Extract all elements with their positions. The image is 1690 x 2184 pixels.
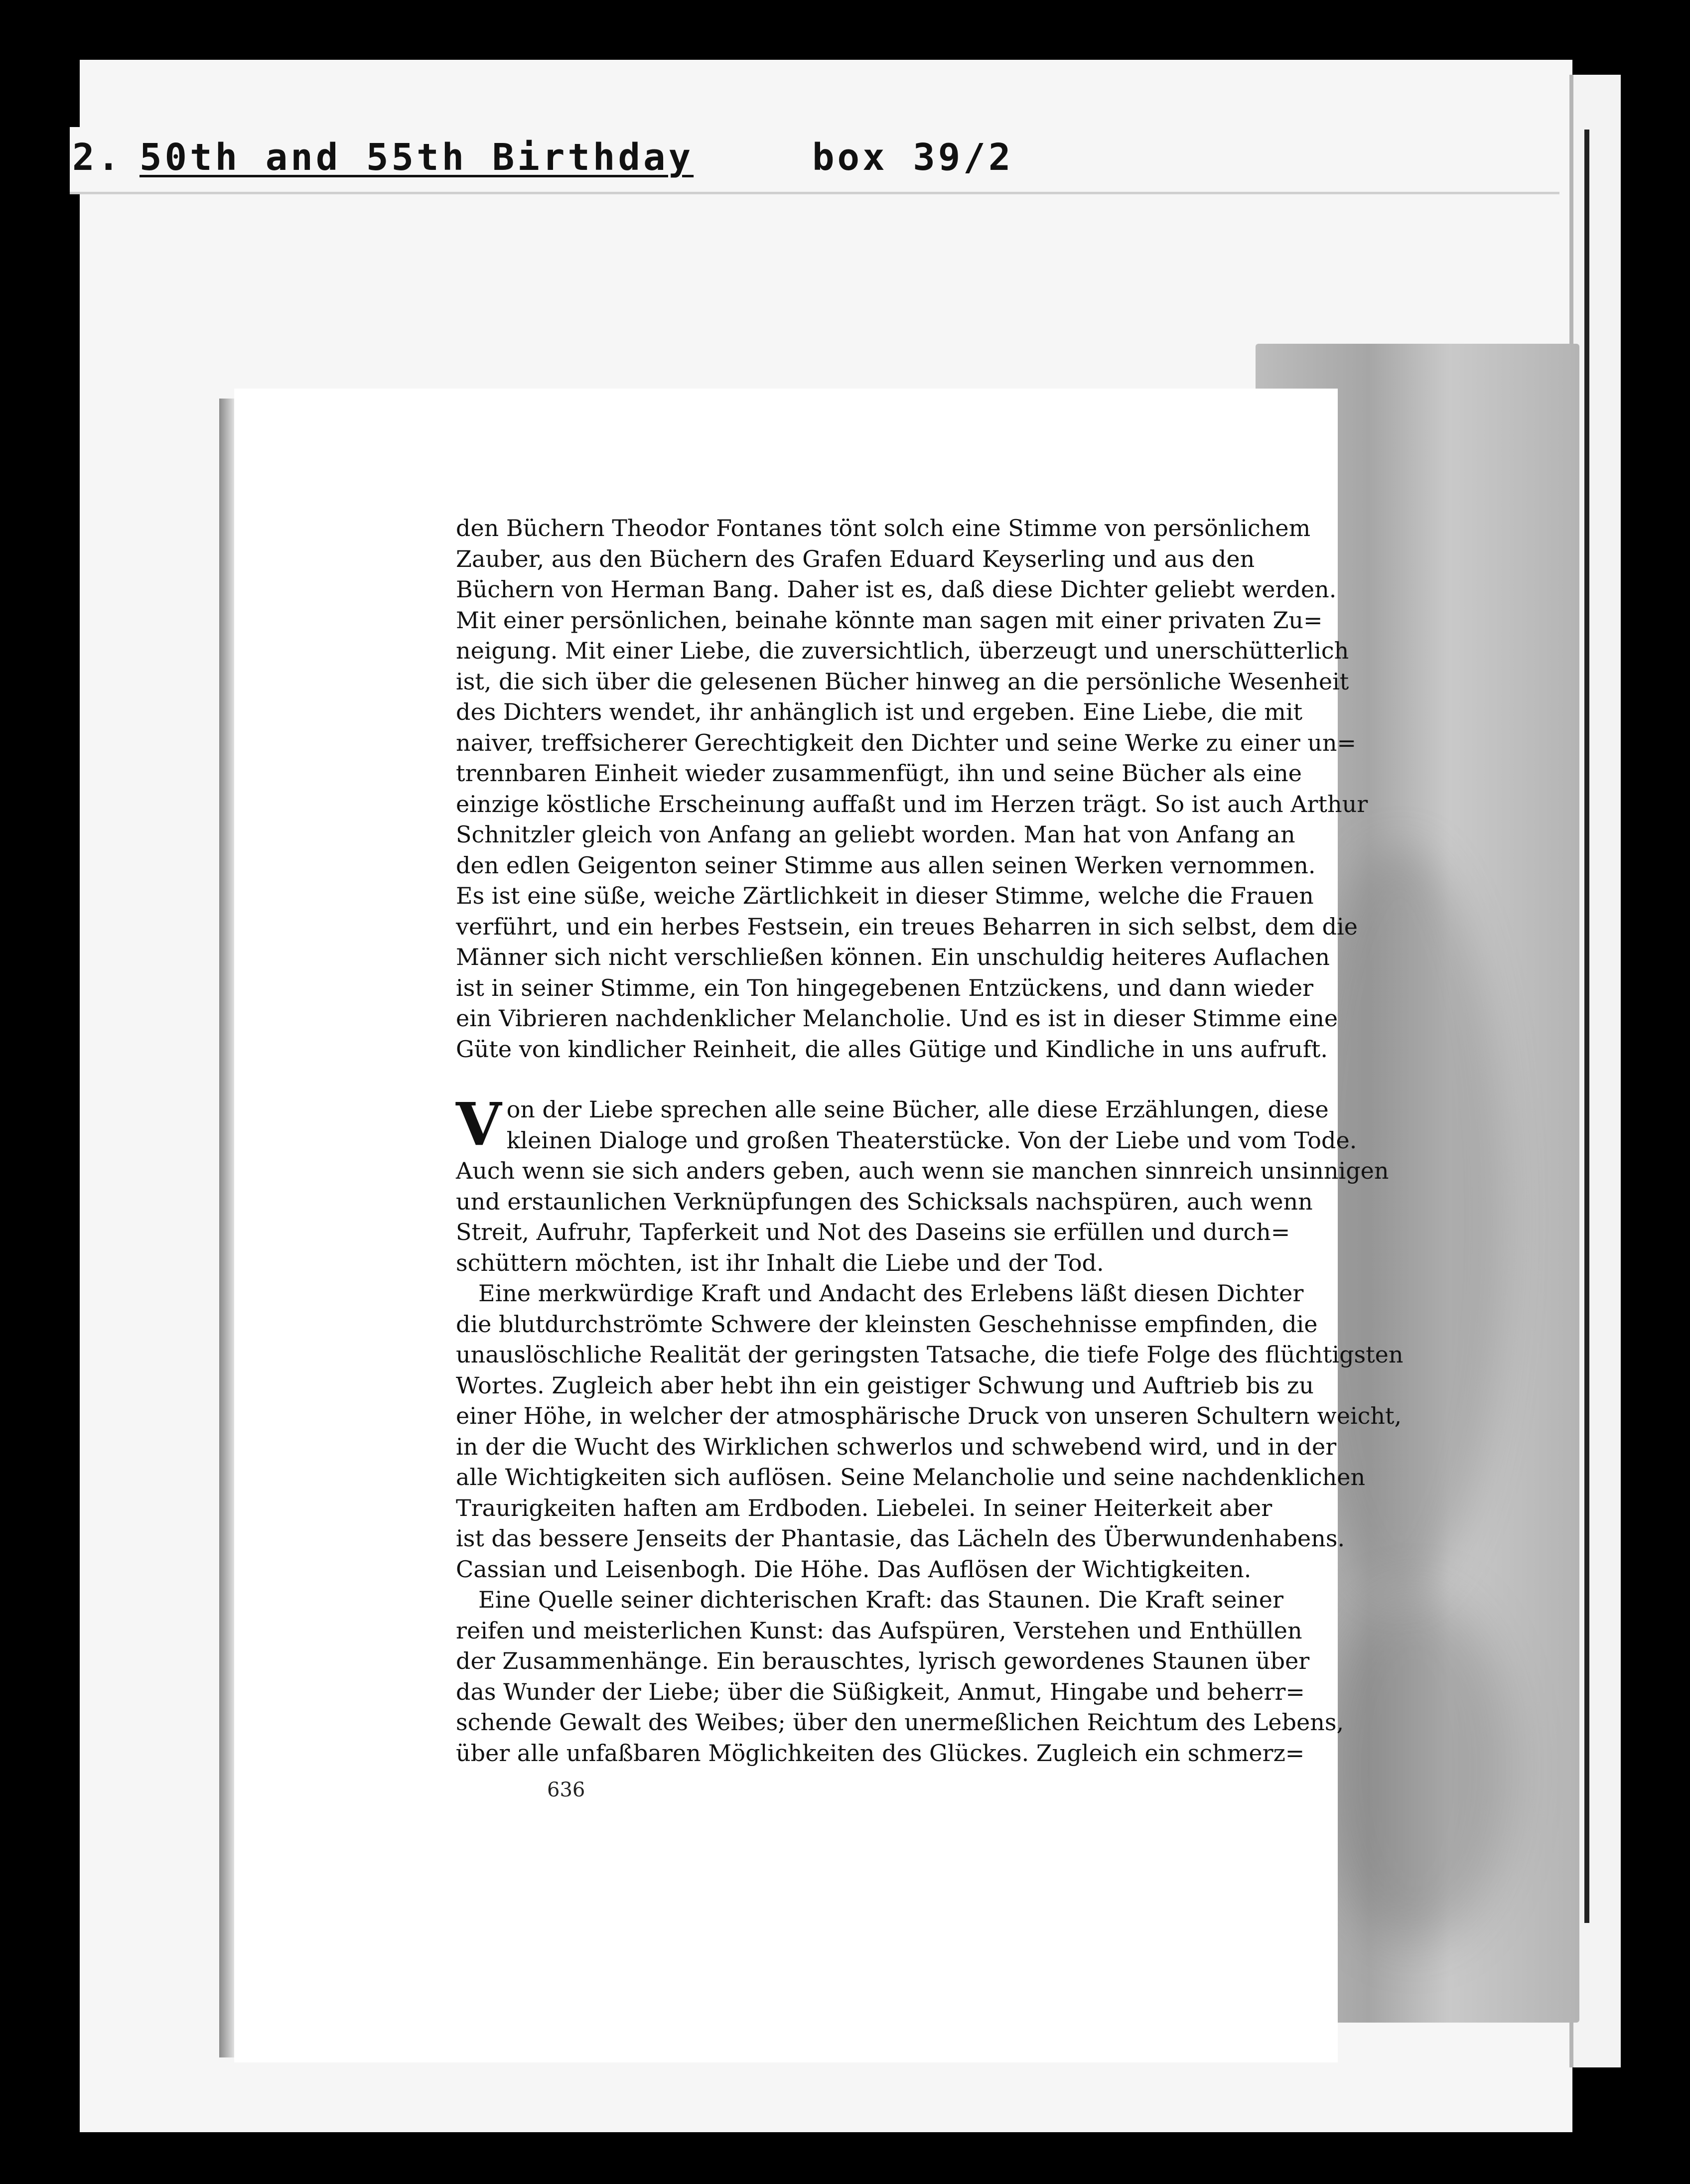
text-line: neigung. Mit einer Liebe, die zuversichtlich, überzeugt und unerschütterlich — [456, 637, 1349, 664]
text-line: Mit einer persönlichen, beinahe könnte man sagen mit einer privaten Zu= — [456, 606, 1323, 634]
text-line: einer Höhe, in welcher der atmosphärische Druck von unseren Schultern weicht, — [456, 1402, 1402, 1429]
text-line: unauslöschliche Realität der geringsten Tatsache, die tiefe Folge des flüchtigsten — [456, 1341, 1404, 1368]
text-line: und erstaunlichen Verknüpfungen des Schicksals nachspüren, auch wenn — [456, 1188, 1313, 1215]
text-line: ist, die sich über die gelesenen Bücher hinweg an die persönliche Wesenheit — [456, 668, 1349, 695]
text-line: über alle unfaßbaren Möglichkeiten des Glückes. Zugleich ein schmerz= — [456, 1739, 1305, 1767]
text-line: verführt, und ein herbes Festsein, ein treues Beharren in sich selbst, dem die — [456, 913, 1358, 940]
text-line: Eine merkwürdige Kraft und Andacht des Erlebens läßt diesen Dichter — [478, 1280, 1304, 1307]
text-line: den edlen Geigenton seiner Stimme aus allen seinen Werken vernommen. — [456, 851, 1316, 879]
article-text — [456, 513, 1404, 1769]
text-line: naiver, treffsicherer Gerechtigkeit den Dichter und seine Werke zu einer un= — [456, 729, 1357, 756]
text-line: Traurigkeiten haften am Erdboden. Liebelei. In seiner Heiterkeit aber — [456, 1494, 1272, 1521]
text-line: Zauber, aus den Büchern des Grafen Eduard Keyserling und aus den — [456, 545, 1255, 572]
header-box-label: box 39/2 — [812, 136, 1014, 179]
text-line: der Zusammenhänge. Ein berauschtes, lyrisch gewordenes Staunen über — [456, 1647, 1310, 1674]
card-edge-line — [1584, 130, 1589, 1923]
text-line: die blutdurchströmte Schwere der kleinsten Geschehnisse empfinden, die — [456, 1310, 1318, 1338]
text-line: trennbaren Einheit wieder zusammenfügt, ihn und seine Bücher als eine — [456, 760, 1302, 787]
text-line: in der die Wucht des Wirklichen schwerlos und schwebend wird, und in der — [456, 1433, 1337, 1460]
text-line: Büchern von Herman Bang. Daher ist es, daß diese Dichter geliebt werden. — [456, 576, 1337, 603]
paragraph-3 — [456, 1278, 1404, 1585]
sheet-stain — [1320, 1594, 1510, 1943]
header-number: 2. — [72, 136, 123, 179]
text-line: einzige köstliche Erscheinung auffaßt und im Herzen trägt. So ist auch Arthur — [456, 790, 1368, 818]
text-line: Streit, Aufruhr, Tapferkeit und Not des Daseins sie erfüllen und durch= — [456, 1219, 1290, 1245]
text-line: Wortes. Zugleich aber hebt ihn ein geistiger Schwung und Auftrieb bis zu — [456, 1371, 1314, 1399]
text-line: den Büchern Theodor Fontanes tönt solch eine Stimme von persönlichem — [456, 515, 1311, 542]
text-line: kleinen Dialoge und großen Theaterstücke. Von der Liebe und vom Tode. — [506, 1126, 1357, 1154]
text-line: des Dichters wendet, ihr anhänglich ist und ergeben. Eine Liebe, die mit — [456, 698, 1303, 725]
paragraph-2 — [456, 1090, 1389, 1278]
text-line: Eine Quelle seiner dichterischen Kraft: das Staunen. Die Kraft seiner — [478, 1586, 1284, 1613]
text-line: schüttern möchten, ist ihr Inhalt die Liebe und der Tod. — [456, 1249, 1104, 1276]
page-number: 636 — [547, 1778, 585, 1801]
text-line: ist in seiner Stimme, ein Ton hingegebenen Entzückens, und dann wieder — [456, 974, 1314, 1001]
archive-header — [70, 127, 1559, 194]
text-line: das Wunder der Liebe; über die Süßigkeit, Anmut, Hingabe und beherr= — [456, 1678, 1305, 1705]
text-line: reifen und meisterlichen Kunst: das Aufspüren, Verstehen und Enthüllen — [456, 1617, 1302, 1644]
header-title: 50th and 55th Birthday — [140, 136, 694, 179]
text-line: on der Liebe sprechen alle seine Bücher, alle diese Erzählungen, diese — [506, 1096, 1329, 1123]
text-line: Schnitzler gleich von Anfang an geliebt worden. Man hat von Anfang an — [456, 821, 1295, 848]
paragraph-1 — [456, 513, 1368, 1065]
text-line: Männer sich nicht verschließen können. Ein unschuldig heiteres Auflachen — [456, 944, 1330, 970]
text-line: Cassian und Leisenbogh. Die Höhe. Das Auflösen der Wichtigkeiten. — [456, 1555, 1252, 1583]
text-line: schende Gewalt des Weibes; über den unermeßlichen Reichtum des Lebens, — [456, 1709, 1344, 1736]
text-line: alle Wichtigkeiten sich auflösen. Seine Melancholie und seine nachdenklichen — [456, 1464, 1366, 1491]
paragraph-4 — [456, 1585, 1344, 1769]
text-line: Güte von kindlicher Reinheit, die alles Gütige und Kindliche in uns aufruft. — [456, 1035, 1328, 1063]
drop-cap: V — [456, 1090, 502, 1159]
text-line: Es ist eine süße, weiche Zärtlichkeit in dieser Stimme, welche die Frauen — [456, 882, 1314, 909]
journal-page — [234, 389, 1404, 2062]
text-line: ein Vibrieren nachdenklicher Melancholie. Und es ist in dieser Stimme eine — [456, 1005, 1338, 1032]
text-line: ist das bessere Jenseits der Phantasie, das Lächeln des Überwundenhabens. — [456, 1525, 1345, 1552]
text-line: Auch wenn sie sich anders geben, auch wenn sie manchen sinnreich unsinnigen — [456, 1157, 1389, 1184]
page-shadow — [219, 399, 234, 2057]
